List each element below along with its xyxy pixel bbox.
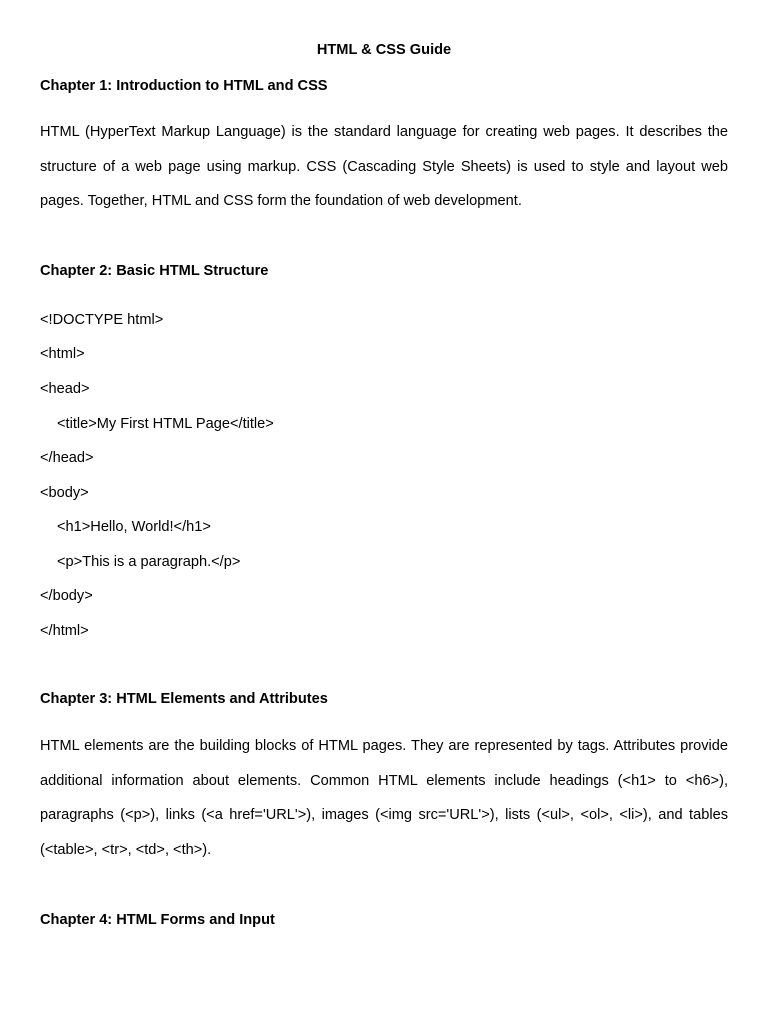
chapter-1-heading: Chapter 1: Introduction to HTML and CSS xyxy=(40,78,328,94)
code-line: <body> xyxy=(40,485,89,501)
code-line: <!DOCTYPE html> xyxy=(40,312,164,328)
code-line: <head> xyxy=(40,381,90,397)
chapter-3-heading: Chapter 3: HTML Elements and Attributes xyxy=(40,691,328,707)
code-line: </html> xyxy=(40,623,89,639)
chapter-4-heading: Chapter 4: HTML Forms and Input xyxy=(40,912,275,928)
code-line: </head> xyxy=(40,450,94,466)
document-title: HTML & CSS Guide xyxy=(316,42,452,58)
code-line: <h1>Hello, World!</h1> xyxy=(57,519,211,535)
code-line: <title>My First HTML Page</title> xyxy=(57,416,274,432)
code-line: <p>This is a paragraph.</p> xyxy=(57,554,241,570)
chapter-2-heading: Chapter 2: Basic HTML Structure xyxy=(40,263,269,279)
chapter-3-paragraph: HTML elements are the building blocks of HTML pages. They are represented by tags. Attributes provide additional information about elements. Common HTML elements include headings (<h1> to <h6>), paragraphs (<p>), links (<a href='URL'>), images (<img src='URL'>), lists (<ul>, <ol>, <li>), and tables (<table>, <tr>, <td>, <th>). xyxy=(40,738,728,858)
chapter-1-paragraph: HTML (HyperText Markup Language) is the standard language for creating web pages. It describes the structure of a web page using markup. CSS (Cascading Style Sheets) is used to style and layout web pages. Together, HTML and CSS form the foundation of web development. xyxy=(40,124,728,210)
code-line: </body> xyxy=(40,588,93,604)
document-page xyxy=(40,0,728,1024)
code-line: <html> xyxy=(40,346,85,362)
